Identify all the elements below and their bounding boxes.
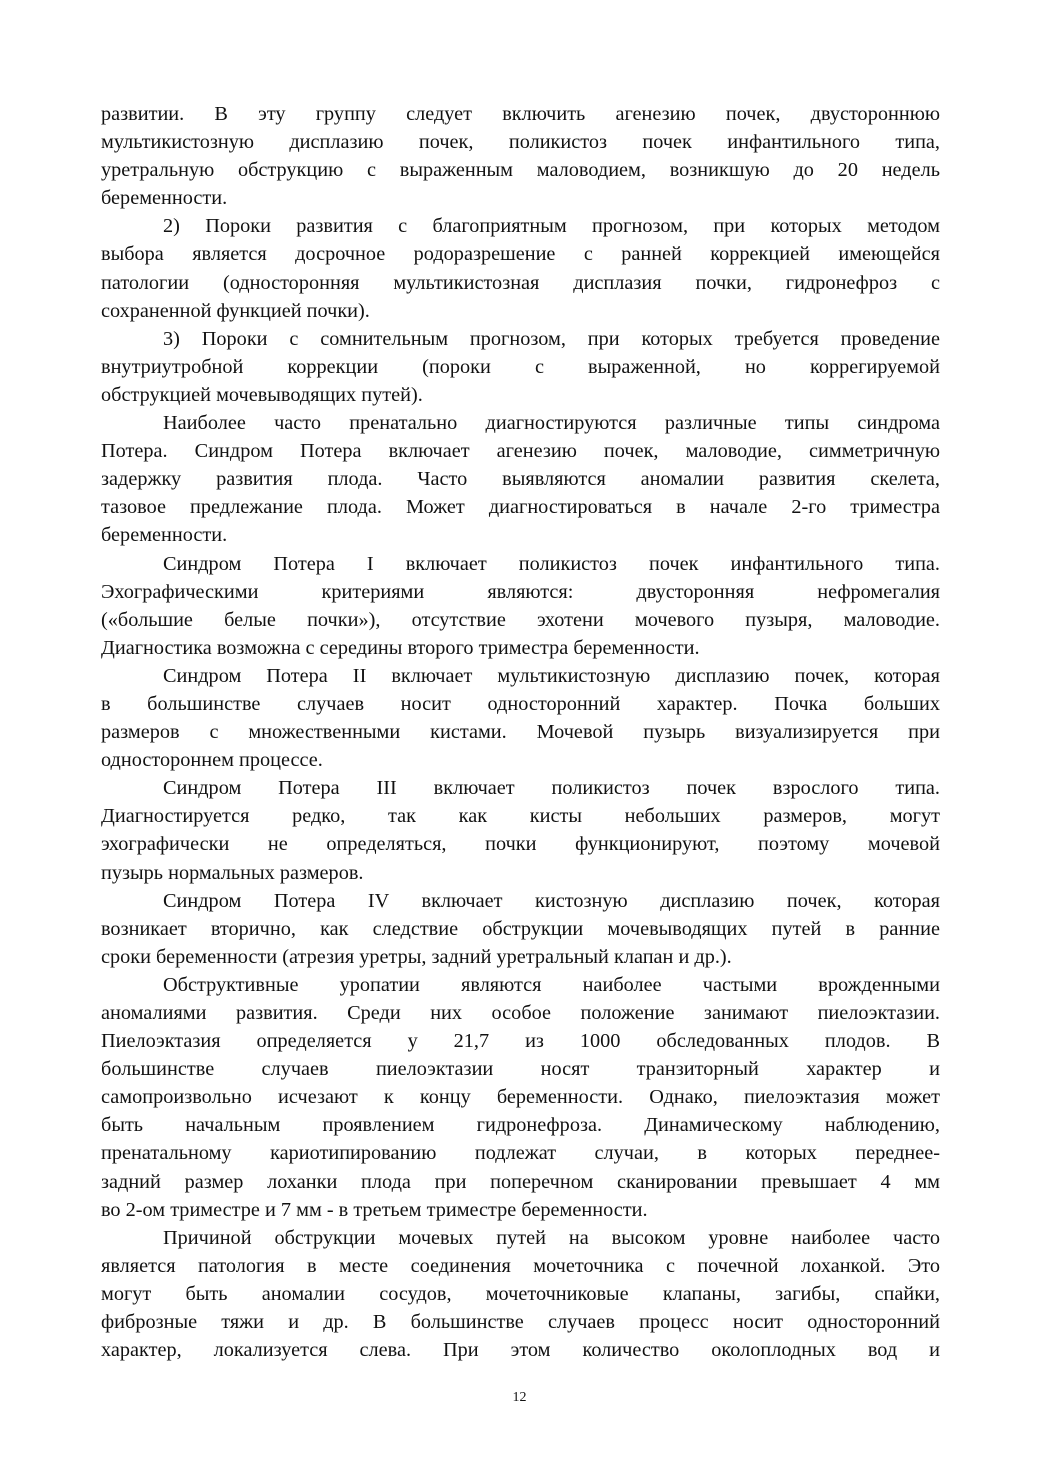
text-line: мультикистозную дисплазию почек, поликистоз почек инфантильного типа, — [101, 131, 940, 154]
text-line: задержку развития плода. Часто выявляются аномалии развития скелета, — [101, 468, 940, 491]
text-line: сохраненной функцией почки). — [101, 299, 370, 322]
text-line: беременности. — [101, 187, 228, 210]
text-line: уретральную обструкцию с выраженным маловодием, возникшую до 20 недель — [101, 159, 940, 182]
text-line: аномалиями развития. Среди них особое положение занимают пиелоэктазии. — [101, 1002, 940, 1024]
text-line: тазовое предлежание плода. Может диагностироваться в начале 2-го триместра — [101, 496, 940, 519]
text-line: 3) Пороки с сомнительным прогнозом, при которых требуется проведение — [163, 327, 940, 350]
text-line: в большинстве случаев носит односторонний характер. Почка больших — [101, 692, 940, 715]
text-line: Синдром Потера I включает поликистоз почек инфантильного типа. — [163, 552, 940, 575]
text-line: пузырь нормальных размеров. — [101, 861, 364, 884]
text-line: фиброзные тяжи и др. В большинстве случаев процесс носит односторонний — [101, 1311, 940, 1334]
text-line: сроки беременности (атрезия уретры, задний уретральный клапан и др.). — [101, 945, 732, 968]
text-line: является патология в месте соединения мочеточника с почечной лоханкой. Это — [101, 1254, 940, 1277]
text-line: одностороннем процессе. — [101, 749, 323, 772]
text-line: быть начальным проявлением гидронефроза. Динамическому наблюдению, — [101, 1114, 940, 1137]
text-line: во 2-ом триместре и 7 мм - в третьем триместре беременности. — [101, 1198, 648, 1221]
text-line: Причиной обструкции мочевых путей на высоком уровне наиболее часто — [163, 1226, 940, 1249]
text-line: Синдром Потера III включает поликистоз почек взрослого типа. — [163, 777, 940, 800]
text-line: внутриутробной коррекции (пороки с выраженной, но коррегируемой — [101, 355, 940, 378]
text-line: беременности. — [101, 524, 228, 547]
text-line: Наиболее часто пренатально диагностируются различные типы синдрома — [163, 412, 940, 435]
text-line: эхографически не определяться, почки функционируют, поэтому мочевой — [101, 833, 940, 856]
text-line: пренатальному кариотипированию подлежат случаи, в которых переднее- — [101, 1142, 940, 1165]
text-line: Потера. Синдром Потера включает агенезию почек, маловодие, симметричную — [101, 440, 940, 463]
text-line: («большие белые почки»), отсутствие эхотени мочевого пузыря, маловодие. — [101, 608, 940, 631]
text-line: большинстве случаев пиелоэктазии носят транзиторный характер и — [101, 1058, 940, 1081]
text-line: патологии (односторонняя мультикистозная дисплазия почки, гидронефроз с — [101, 271, 940, 294]
text-line: Диагностируется редко, так как кисты небольших размеров, могут — [101, 805, 940, 828]
text-line: Синдром Потера II включает мультикистозную дисплазию почек, которая — [163, 664, 940, 687]
text-line: развитии. В эту группу следует включить агенезию почек, двустороннюю — [101, 103, 940, 125]
text-line: Диагностика возможна с середины второго триместра беременности. — [101, 636, 700, 659]
text-line: размеров с множественными кистами. Мочевой пузырь визуализируется при — [101, 721, 940, 744]
text-line: задний размер лоханки плода при поперечном сканировании превышает 4 мм — [101, 1170, 940, 1193]
text-line: 2) Пороки развития с благоприятным прогнозом, при которых методом — [163, 215, 940, 238]
document-page — [101, 100, 940, 1364]
text-line: Обструктивные уропатии являются наиболее частыми врожденными — [163, 973, 940, 996]
text-line: самопроизвольно исчезают к концу беременности. Однако, пиелоэктазия может — [101, 1086, 940, 1109]
text-line: могут быть аномалии сосудов, мочеточниковые клапаны, загибы, спайки, — [101, 1282, 940, 1305]
text-line: Синдром Потера IV включает кистозную дисплазию почек, которая — [163, 889, 940, 912]
page-number: 12 — [512, 1390, 527, 1405]
text-line: обструкцией мочевыводящих путей). — [101, 383, 423, 406]
text-line: выбора является досрочное родоразрешение с ранней коррекцией имеющейся — [101, 243, 940, 266]
text-line: возникает вторично, как следствие обструкции мочевыводящих путей в ранние — [101, 917, 940, 940]
text-line: характер, локализуется слева. При этом количество околоплодных вод и — [101, 1339, 940, 1362]
text-line: Пиелоэктазия определяется у 21,7 из 1000 обследованных плодов. В — [101, 1030, 940, 1053]
text-line: Эхографическими критериями являются: двусторонняя нефромегалия — [101, 580, 940, 603]
